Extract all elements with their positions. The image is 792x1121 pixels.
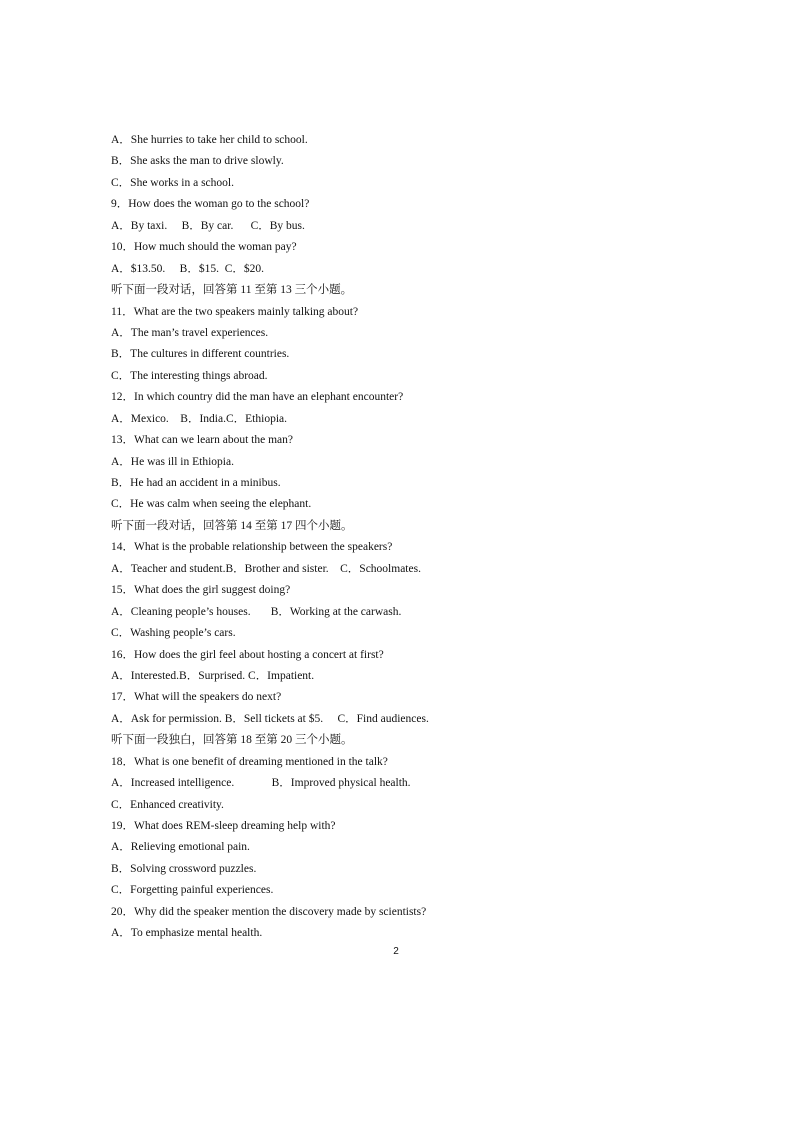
text-line: A．He was ill in Ethiopia. [111,455,234,468]
text-line: A．By taxi. B．By car. C．By bus. [111,219,305,232]
question-line: 18．What is one benefit of dreaming mentioned in the talk? [111,755,388,768]
section-instruction: 听下面一段独白，回答第 18 至第 20 三个小题。 [111,734,353,747]
text-line: C．The interesting things abroad. [111,369,268,382]
text-line: C．Forgetting painful experiences. [111,884,274,897]
text-line: A．She hurries to take her child to school. [111,134,308,146]
text-line: C．She works in a school. [111,176,234,189]
text-line: A．Increased intelligence. B．Improved physical health. [111,777,411,790]
text-line: B．Solving crossword puzzles. [111,862,257,875]
text-line: A．Teacher and student.B．Brother and sister. C．Schoolmates. [111,562,421,575]
text-line: C．He was calm when seeing the elephant. [111,498,312,511]
question-line: 10．How much should the woman pay? [111,241,297,254]
text-line: A．Mexico. B．India.C．Ethiopia. [111,412,287,425]
question-line: 12．In which country did the man have an elephant encounter? [111,391,404,404]
question-line: 19．What does REM-sleep dreaming help with? [111,820,336,832]
text-line: B．The cultures in different countries. [111,348,290,361]
text-line: A．Cleaning people’s houses. B．Working at the carwash. [111,605,402,618]
question-line: 20．Why did the speaker mention the discovery made by scientists? [111,905,427,918]
text-line: A．$13.50. B．$15. C．$20. [111,262,265,275]
text-line: C．Washing people’s cars. [111,627,236,640]
text-line: A．Ask for permission. B．Sell tickets at $5. C．Find audiences. [111,712,429,725]
text-line: A．The man’s travel experiences. [111,326,269,339]
question-line: 9．How does the woman go to the school? [111,198,310,211]
text-line: A．To emphasize mental health. [111,927,263,940]
text-line: A．Interested.B．Surprised. C．Impatient. [111,669,315,682]
section-instruction: 听下面一段对话，回答第 14 至第 17 四个小题。 [111,519,353,532]
page-number: 2 [393,946,399,957]
question-line: 17．What will the speakers do next? [111,691,282,704]
question-line: 13．What can we learn about the man? [111,434,294,447]
question-line: 11．What are the two speakers mainly talking about? [111,305,359,318]
section-instruction: 听下面一段对话，回答第 11 至第 13 三个小题。 [111,284,353,297]
question-line: 14．What is the probable relationship between the speakers? [111,541,393,554]
text-line: B．He had an accident in a minibus. [111,477,281,489]
document-body [111,130,711,945]
text-line: A．Relieving emotional pain. [111,841,250,854]
question-line: 15．What does the girl suggest doing? [111,584,291,597]
text-line: C．Enhanced creativity. [111,798,224,811]
question-line: 16．How does the girl feel about hosting a concert at first? [111,648,384,661]
text-line: B．She asks the man to drive slowly. [111,155,284,168]
